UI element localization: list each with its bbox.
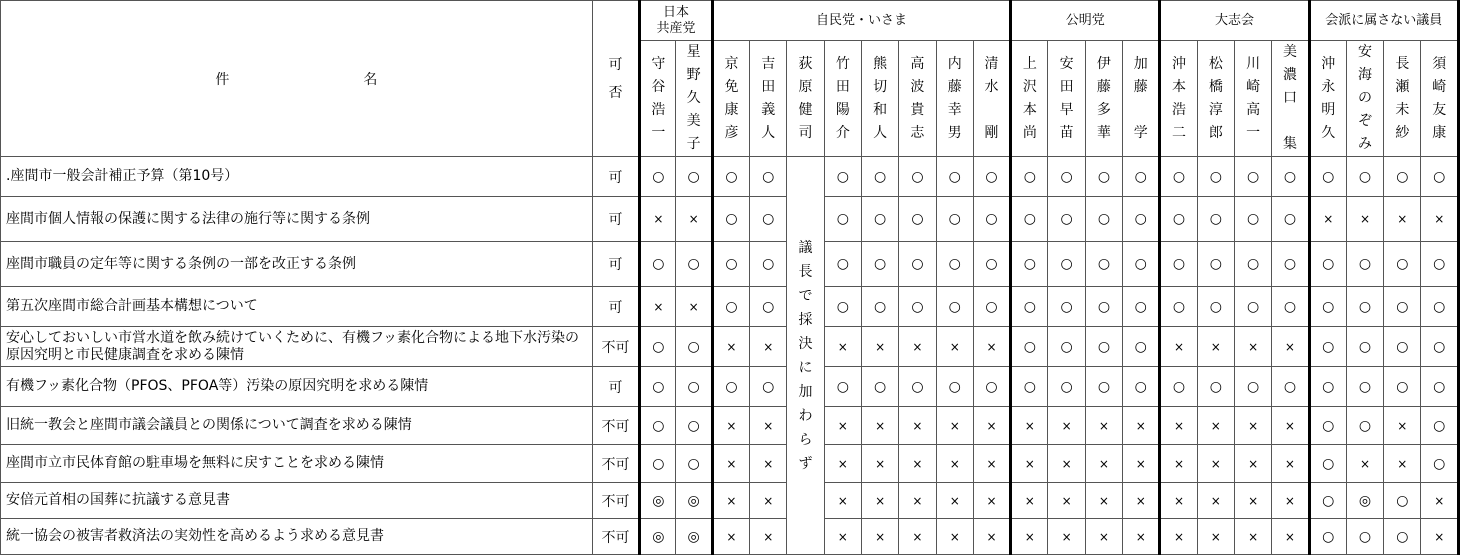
table-row <box>1 242 1459 287</box>
vote-cell: ○ <box>1123 197 1160 242</box>
vote-cell: ○ <box>861 367 898 407</box>
member-name: 松 橋 淳 郎 <box>1197 41 1234 157</box>
vote-cell: ○ <box>1421 367 1459 407</box>
bill-title: .座間市一般会計補正予算（第10号） <box>1 157 593 197</box>
table-row <box>1 407 1459 445</box>
vote-cell: × <box>676 287 712 327</box>
bill-result: 不可 <box>592 407 639 445</box>
vote-cell: × <box>1048 445 1085 483</box>
vote-cell: ○ <box>640 327 676 367</box>
bill-result: 可 <box>592 367 639 407</box>
member-name: 加 藤 学 <box>1123 41 1160 157</box>
vote-cell: ○ <box>861 242 898 287</box>
vote-cell: × <box>640 197 676 242</box>
vote-cell: ○ <box>1011 157 1048 197</box>
vote-cell: ○ <box>973 367 1010 407</box>
table-row <box>1 197 1459 242</box>
vote-cell: ◎ <box>640 483 676 519</box>
vote-cell: ○ <box>1309 242 1346 287</box>
vote-cell: ○ <box>750 287 787 327</box>
vote-cell: × <box>1272 445 1309 483</box>
vote-cell: ○ <box>1272 367 1309 407</box>
vote-cell: ○ <box>1160 157 1197 197</box>
member-name: 安 海 の ぞ み <box>1346 41 1383 157</box>
vote-cell: ○ <box>1272 157 1309 197</box>
vote-cell: × <box>1085 445 1122 483</box>
table-row <box>1 287 1459 327</box>
bill-title: 第五次座間市総合計画基本構想について <box>1 287 593 327</box>
bill-title: 座間市立市民体育館の駐車場を無料に戻すことを求める陳情 <box>1 445 593 483</box>
vote-cell: × <box>1197 327 1234 367</box>
vote-cell: ○ <box>1197 197 1234 242</box>
vote-cell: ○ <box>899 157 936 197</box>
vote-cell: × <box>1011 445 1048 483</box>
table-row <box>1 327 1459 367</box>
vote-cell: ○ <box>1384 157 1421 197</box>
member-name: 須 崎 友 康 <box>1421 41 1459 157</box>
vote-cell: × <box>936 445 973 483</box>
vote-cell: × <box>824 327 861 367</box>
member-name: 星 野 久 美 子 <box>676 41 712 157</box>
vote-cell: × <box>1272 483 1309 519</box>
vote-cell: ○ <box>1272 242 1309 287</box>
vote-cell: ○ <box>824 287 861 327</box>
vote-cell: × <box>712 327 749 367</box>
member-name: 清 水 剛 <box>973 41 1010 157</box>
vote-cell: ○ <box>1234 287 1271 327</box>
vote-cell: × <box>824 483 861 519</box>
title-header: 件 名 <box>1 1 593 157</box>
vote-cell: × <box>750 327 787 367</box>
bill-title: 安心しておいしい市営水道を飲み続けていくために、有機フッ素化合物による地下水汚染の原因究明と市民健康調査を求める陳情 <box>1 327 593 367</box>
vote-cell: × <box>1421 197 1459 242</box>
member-name: 竹 田 陽 介 <box>824 41 861 157</box>
vote-cell: ○ <box>1346 367 1383 407</box>
vote-cell: × <box>899 445 936 483</box>
vote-cell: ○ <box>1048 327 1085 367</box>
vote-cell: × <box>1160 445 1197 483</box>
vote-cell: ○ <box>1011 367 1048 407</box>
vote-cell: × <box>712 445 749 483</box>
vote-cell: ○ <box>1272 287 1309 327</box>
vote-cell: × <box>899 483 936 519</box>
vote-cell: ○ <box>1085 367 1122 407</box>
vote-cell: × <box>973 445 1010 483</box>
vote-cell: ○ <box>1123 157 1160 197</box>
vote-cell: ○ <box>1309 519 1346 555</box>
vote-cell: ○ <box>1309 407 1346 445</box>
member-name: 高 波 貴 志 <box>899 41 936 157</box>
vote-cell: ○ <box>1123 287 1160 327</box>
vote-cell: ○ <box>1234 197 1271 242</box>
vote-cell: ○ <box>1346 407 1383 445</box>
vote-cell: ○ <box>1421 445 1459 483</box>
vote-cell: × <box>861 483 898 519</box>
vote-cell: × <box>861 327 898 367</box>
vote-cell: ○ <box>899 367 936 407</box>
bill-title: 座間市職員の定年等に関する条例の一部を改正する条例 <box>1 242 593 287</box>
vote-cell: ○ <box>973 242 1010 287</box>
vote-cell: ○ <box>1234 157 1271 197</box>
vote-cell: × <box>640 287 676 327</box>
vote-cell: × <box>1346 197 1383 242</box>
vote-cell: ○ <box>936 197 973 242</box>
vote-cell: × <box>750 407 787 445</box>
vote-cell: × <box>899 519 936 555</box>
vote-cell: ○ <box>640 407 676 445</box>
vote-cell: × <box>1272 519 1309 555</box>
vote-cell: × <box>750 519 787 555</box>
result-header: 可 否 <box>592 1 639 157</box>
vote-cell: ○ <box>1011 287 1048 327</box>
member-name: 守 谷 浩 一 <box>640 41 676 157</box>
vote-cell: ○ <box>1048 367 1085 407</box>
bill-title: 有機フッ素化合物（PFOS、PFOA等）汚染の原因究明を求める陳情 <box>1 367 593 407</box>
bill-title: 統一協会の被害者救済法の実効性を高めるよう求める意見書 <box>1 519 593 555</box>
vote-cell: ○ <box>1234 242 1271 287</box>
vote-cell: ○ <box>1197 287 1234 327</box>
vote-cell: ○ <box>750 367 787 407</box>
member-name: 伊 藤 多 華 <box>1085 41 1122 157</box>
vote-cell: × <box>1085 483 1122 519</box>
vote-cell: ○ <box>1123 242 1160 287</box>
vote-cell: × <box>973 519 1010 555</box>
vote-cell: × <box>676 197 712 242</box>
bill-result: 可 <box>592 242 639 287</box>
party-header: 大志会 <box>1160 1 1309 41</box>
table-row <box>1 157 1459 197</box>
vote-cell: × <box>1421 483 1459 519</box>
vote-cell: × <box>1011 483 1048 519</box>
vote-cell: ○ <box>1011 197 1048 242</box>
member-name: 美 濃 口 集 <box>1272 41 1309 157</box>
vote-cell: ○ <box>973 197 1010 242</box>
vote-cell: ○ <box>676 327 712 367</box>
member-name: 川 崎 高 一 <box>1234 41 1271 157</box>
vote-cell: ○ <box>1011 327 1048 367</box>
vote-cell: ○ <box>1123 327 1160 367</box>
party-header: 会派に属さない議員 <box>1309 1 1458 41</box>
vote-cell: ○ <box>1346 157 1383 197</box>
vote-cell: × <box>1197 407 1234 445</box>
table-row <box>1 367 1459 407</box>
vote-cell: ○ <box>1234 367 1271 407</box>
vote-cell: ○ <box>1048 197 1085 242</box>
vote-cell: ○ <box>676 445 712 483</box>
table-row <box>1 445 1459 483</box>
vote-cell: × <box>1234 519 1271 555</box>
member-name: 荻 原 健 司 <box>787 41 824 157</box>
vote-cell: ○ <box>1384 367 1421 407</box>
vote-cell: ○ <box>1197 157 1234 197</box>
vote-cell: ○ <box>640 157 676 197</box>
vote-cell: × <box>824 407 861 445</box>
vote-cell: × <box>1123 445 1160 483</box>
vote-cell: ○ <box>640 242 676 287</box>
bill-result: 不可 <box>592 327 639 367</box>
member-name: 沖 永 明 久 <box>1309 41 1346 157</box>
vote-cell: ○ <box>1085 157 1122 197</box>
vote-cell: × <box>750 445 787 483</box>
vote-cell: × <box>1272 407 1309 445</box>
vote-cell: ○ <box>1384 327 1421 367</box>
vote-cell: ○ <box>750 157 787 197</box>
vote-cell: × <box>936 407 973 445</box>
vote-cell: ○ <box>1309 445 1346 483</box>
vote-cell: ○ <box>1384 242 1421 287</box>
vote-cell: ◎ <box>1346 483 1383 519</box>
table-body <box>1 157 1459 555</box>
vote-cell: ○ <box>1346 519 1383 555</box>
vote-cell: × <box>936 483 973 519</box>
vote-cell: ◎ <box>640 519 676 555</box>
vote-cell: × <box>824 519 861 555</box>
vote-cell: ○ <box>824 157 861 197</box>
member-name: 安 田 早 苗 <box>1048 41 1085 157</box>
vote-cell: × <box>1160 519 1197 555</box>
vote-cell: × <box>861 519 898 555</box>
vote-cell: × <box>1197 483 1234 519</box>
vote-cell: × <box>899 407 936 445</box>
bill-result: 不可 <box>592 445 639 483</box>
vote-cell: ○ <box>1160 287 1197 327</box>
member-name: 長 瀬 未 紗 <box>1384 41 1421 157</box>
vote-cell: ○ <box>1085 197 1122 242</box>
bill-result: 可 <box>592 287 639 327</box>
vote-cell: × <box>973 483 1010 519</box>
vote-cell: ○ <box>936 242 973 287</box>
vote-cell: ○ <box>1197 242 1234 287</box>
vote-cell: × <box>1384 407 1421 445</box>
vote-cell: ○ <box>712 157 749 197</box>
vote-cell: × <box>973 327 1010 367</box>
vote-cell: × <box>1384 197 1421 242</box>
vote-cell: ○ <box>676 157 712 197</box>
vote-cell: × <box>712 483 749 519</box>
vote-cell: ○ <box>640 445 676 483</box>
vote-cell: × <box>1048 407 1085 445</box>
vote-cell: × <box>1011 519 1048 555</box>
party-header: 公明党 <box>1011 1 1160 41</box>
member-name: 内 藤 幸 男 <box>936 41 973 157</box>
vote-cell: × <box>1160 407 1197 445</box>
vote-cell: ○ <box>973 287 1010 327</box>
vote-cell: ○ <box>1309 367 1346 407</box>
member-name: 吉 田 義 人 <box>750 41 787 157</box>
vote-cell: × <box>1123 519 1160 555</box>
vote-cell: ○ <box>936 157 973 197</box>
bill-result: 可 <box>592 157 639 197</box>
vote-cell: × <box>750 483 787 519</box>
vote-cell: ○ <box>861 157 898 197</box>
vote-cell: ○ <box>712 287 749 327</box>
vote-cell: ○ <box>1421 242 1459 287</box>
vote-cell: ○ <box>640 367 676 407</box>
vote-cell: ○ <box>1197 367 1234 407</box>
vote-cell: × <box>712 407 749 445</box>
vote-cell: ○ <box>1346 242 1383 287</box>
vote-cell: ○ <box>899 197 936 242</box>
vote-cell: ◎ <box>676 519 712 555</box>
vote-cell: ○ <box>861 197 898 242</box>
vote-cell: ◎ <box>676 483 712 519</box>
table-header <box>1 1 1459 157</box>
vote-cell: ○ <box>750 242 787 287</box>
vote-cell: × <box>1160 483 1197 519</box>
vote-cell: ○ <box>1384 287 1421 327</box>
vote-cell: × <box>1346 445 1383 483</box>
vote-cell: ○ <box>973 157 1010 197</box>
vote-cell: × <box>1234 483 1271 519</box>
vote-cell: ○ <box>1421 157 1459 197</box>
party-header: 日本 共産党 <box>640 1 713 41</box>
vote-cell: ○ <box>712 242 749 287</box>
vote-cell: ○ <box>1309 483 1346 519</box>
vote-cell: × <box>1123 483 1160 519</box>
vote-cell: ○ <box>676 367 712 407</box>
vote-cell: ○ <box>1085 287 1122 327</box>
vote-cell: ○ <box>750 197 787 242</box>
vote-cell: × <box>1197 445 1234 483</box>
member-name: 沖 本 浩 二 <box>1160 41 1197 157</box>
vote-cell: ○ <box>824 197 861 242</box>
vote-cell: × <box>1309 197 1346 242</box>
table-row <box>1 519 1459 555</box>
vote-cell: ○ <box>1048 157 1085 197</box>
vote-cell: × <box>1234 407 1271 445</box>
bill-result: 可 <box>592 197 639 242</box>
member-name: 上 沢 本 尚 <box>1011 41 1048 157</box>
vote-cell: ○ <box>1048 287 1085 327</box>
vote-cell: × <box>712 519 749 555</box>
vote-cell: × <box>861 407 898 445</box>
vote-cell: ○ <box>861 287 898 327</box>
vote-cell: ○ <box>676 407 712 445</box>
bill-title: 旧統一教会と座間市議会議員との関係について調査を求める陳情 <box>1 407 593 445</box>
vote-cell: ○ <box>1160 242 1197 287</box>
vote-cell: ○ <box>1160 197 1197 242</box>
vote-cell: × <box>824 445 861 483</box>
vote-cell: × <box>1384 445 1421 483</box>
vote-cell: × <box>1048 519 1085 555</box>
vote-cell: × <box>1011 407 1048 445</box>
vote-cell: × <box>936 327 973 367</box>
vote-cell: × <box>1234 445 1271 483</box>
vote-cell: × <box>861 445 898 483</box>
vote-cell: ○ <box>936 287 973 327</box>
vote-cell: × <box>1197 519 1234 555</box>
vote-cell: × <box>1048 483 1085 519</box>
vote-cell: ○ <box>1309 287 1346 327</box>
party-header: 自民党・いさま <box>712 1 1010 41</box>
vote-cell: × <box>1085 407 1122 445</box>
vote-cell: ○ <box>1384 519 1421 555</box>
vote-cell: ○ <box>1085 327 1122 367</box>
vote-cell: × <box>1421 519 1459 555</box>
vote-cell: ○ <box>1048 242 1085 287</box>
bill-title: 座間市個人情報の保護に関する法律の施行等に関する条例 <box>1 197 593 242</box>
vote-cell: ○ <box>1346 287 1383 327</box>
vote-cell: × <box>1123 407 1160 445</box>
vote-cell: × <box>1160 327 1197 367</box>
vote-cell: ○ <box>1160 367 1197 407</box>
bill-result: 不可 <box>592 519 639 555</box>
vote-cell: ○ <box>676 242 712 287</box>
vote-cell: ○ <box>824 367 861 407</box>
vote-cell: × <box>1234 327 1271 367</box>
member-name: 京 免 康 彦 <box>712 41 749 157</box>
vote-cell: ○ <box>1309 327 1346 367</box>
vote-cell: ○ <box>1421 327 1459 367</box>
vote-cell: ○ <box>1085 242 1122 287</box>
table-row <box>1 483 1459 519</box>
vote-cell: ○ <box>936 367 973 407</box>
vote-cell: × <box>936 519 973 555</box>
vote-cell: ○ <box>1346 327 1383 367</box>
vote-cell: ○ <box>1421 407 1459 445</box>
vote-cell: ○ <box>1011 242 1048 287</box>
vote-cell: ○ <box>899 242 936 287</box>
bill-title: 安倍元首相の国葬に抗議する意見書 <box>1 483 593 519</box>
vote-cell: × <box>973 407 1010 445</box>
member-name: 熊 切 和 人 <box>861 41 898 157</box>
vote-cell: ○ <box>824 242 861 287</box>
vote-cell: ○ <box>712 197 749 242</box>
vote-cell: ○ <box>1421 287 1459 327</box>
speaker-note: 議 長 で 採 決 に 加 わ ら ず <box>787 157 824 555</box>
vote-cell: ○ <box>1123 367 1160 407</box>
vote-cell: ○ <box>1384 483 1421 519</box>
vote-cell: × <box>1085 519 1122 555</box>
vote-cell: ○ <box>712 367 749 407</box>
vote-cell: ○ <box>1309 157 1346 197</box>
vote-cell: ○ <box>1272 197 1309 242</box>
vote-cell: × <box>899 327 936 367</box>
vote-cell: × <box>1272 327 1309 367</box>
bill-result: 不可 <box>592 483 639 519</box>
vote-cell: ○ <box>899 287 936 327</box>
